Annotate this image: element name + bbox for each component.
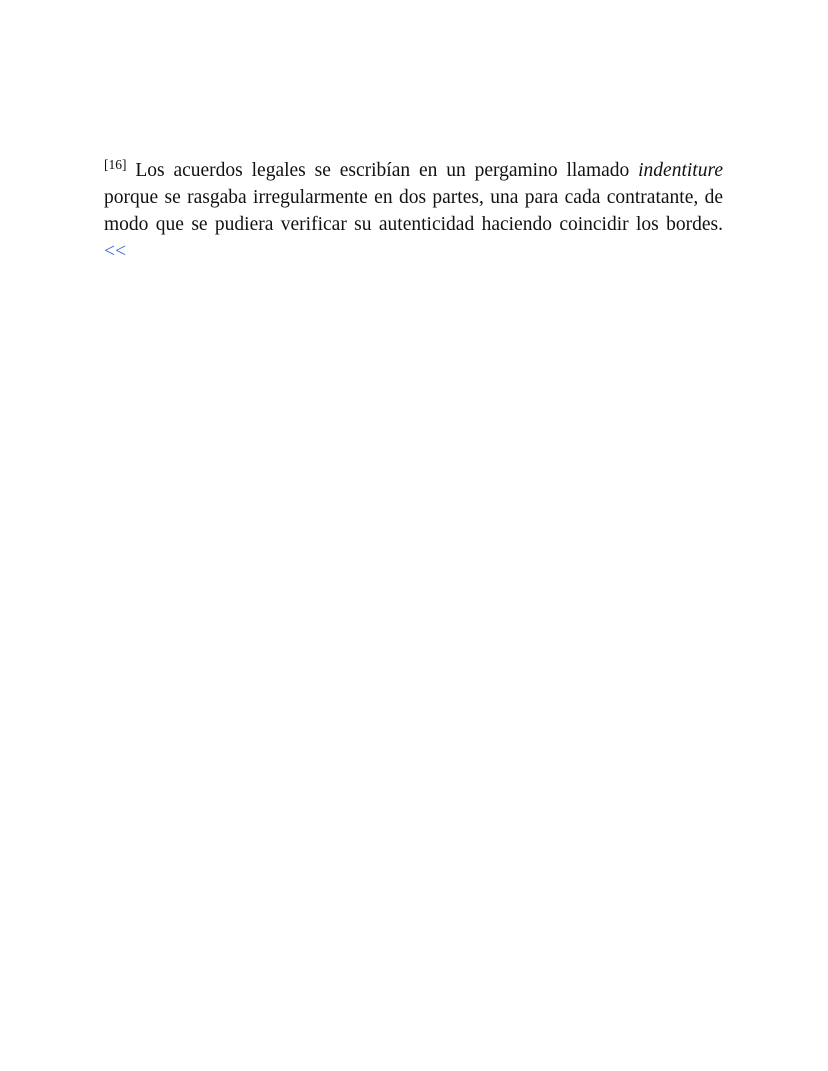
footnote-16: [104, 157, 723, 265]
footnote-number: [16]: [104, 157, 127, 172]
italic-term: indentiture: [638, 160, 723, 181]
back-to-text-link[interactable]: <<: [104, 241, 126, 262]
footnote-text-end: porque se rasgaba irregularmente en dos partes, una para cada contratante, de modo que se pudiera verificar su autenticidad haciendo coincidir los bordes.: [104, 187, 723, 235]
footnote-text-start: Los acuerdos legales se escribían en un pergamino llamado: [126, 160, 639, 181]
